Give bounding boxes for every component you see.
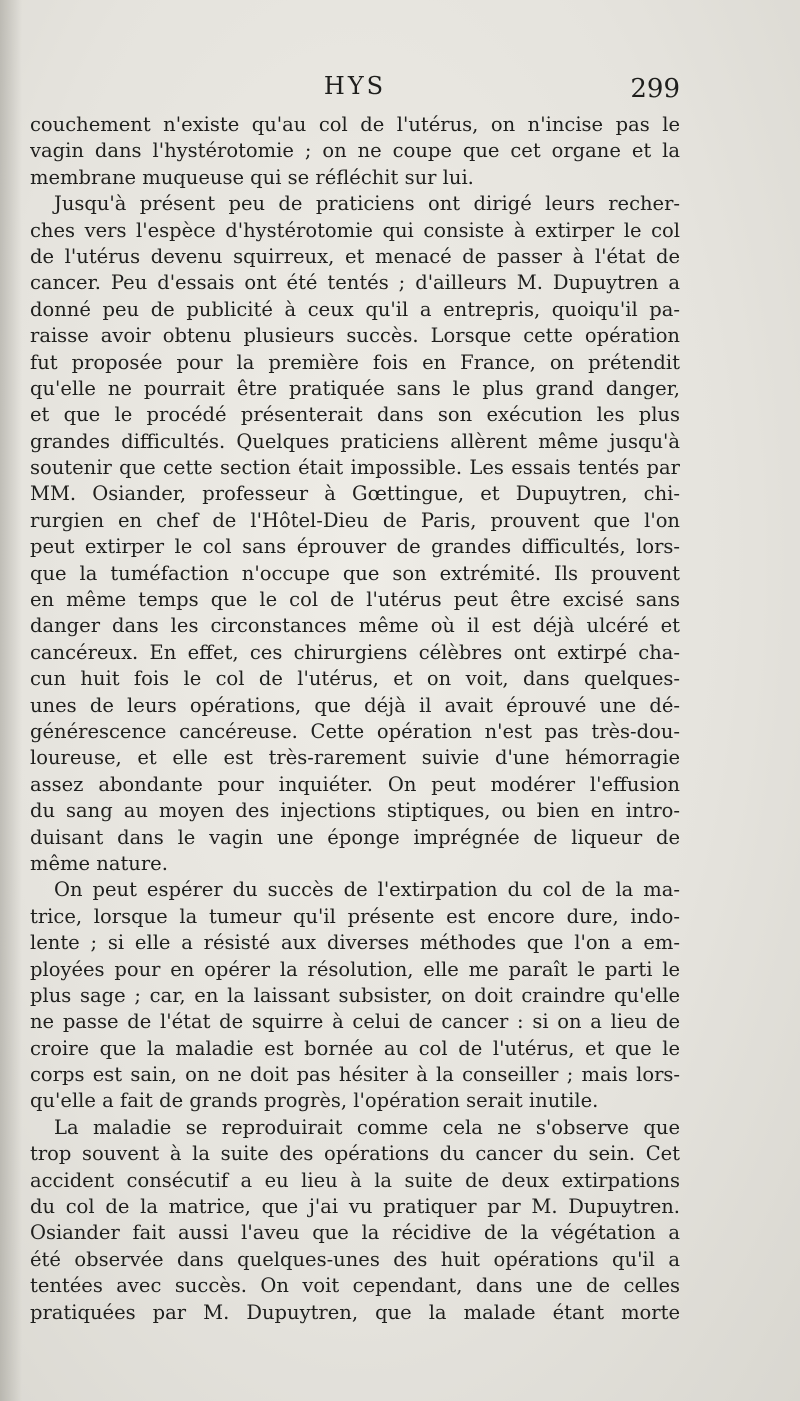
text-line: plus sage ; car, en la laissant subsister, on doit craindre qu'elle: [30, 983, 680, 1007]
text-line: cancéreux. En effet, ces chirurgiens célèbres ont extirpé cha-: [30, 640, 680, 664]
text-line: en même temps que le col de l'utérus peut être excisé sans: [30, 588, 680, 612]
text-line: pratiquées par M. Dupuytren, que la malade étant morte: [30, 1300, 680, 1324]
body-text: [30, 112, 680, 1326]
text-line: accident consécutif a eu lieu à la suite de deux extirpations: [30, 1168, 680, 1192]
text-line: Jusqu'à présent peu de praticiens ont dirigé leurs recher-: [54, 192, 680, 216]
text-line: ployées pour en opérer la résolution, elle me paraît le parti le: [30, 957, 680, 981]
paragraph: [30, 112, 680, 191]
text-line: assez abondante pour inquiéter. On peut modérer l'effusion: [30, 772, 680, 796]
text-line: donné peu de publicité à ceux qu'il a entrepris, quoiqu'il pa-: [30, 297, 680, 321]
page-header: [30, 72, 680, 108]
text-line: loureuse, et elle est très-rarement suivie d'une hémorragie: [30, 746, 680, 770]
page-number: 299: [630, 74, 680, 104]
text-line: de l'utérus devenu squirreux, et menacé de passer à l'état de: [30, 244, 680, 268]
page-gutter-shadow: [0, 0, 22, 1401]
paragraph: [30, 191, 680, 877]
text-line: corps est sain, on ne doit pas hésiter à la conseiller ; mais lors-: [30, 1063, 680, 1087]
text-line: du sang au moyen des injections stiptiques, ou bien en intro-: [30, 799, 680, 823]
paragraph: [30, 1115, 680, 1326]
text-line: trice, lorsque la tumeur qu'il présente est encore dure, indo-: [30, 904, 680, 928]
text-line: que la tuméfaction n'occupe que son extrémité. Ils prouvent: [30, 561, 680, 585]
running-head: HYS: [323, 72, 387, 100]
text-line: soutenir que cette section était impossible. Les essais tentés par: [30, 456, 680, 480]
text-line: été observée dans quelques-unes des huit opérations qu'il a: [30, 1247, 680, 1271]
text-line: générescence cancéreuse. Cette opération n'est pas très-dou-: [30, 719, 680, 743]
text-line: duisant dans le vagin une éponge imprégnée de liqueur de: [30, 825, 680, 849]
text-line: membrane muqueuse qui se réfléchit sur lui.: [30, 165, 474, 189]
text-line: Osiander fait aussi l'aveu que la récidive de la végétation a: [30, 1221, 680, 1245]
text-line: et que le procédé présenterait dans son exécution les plus: [30, 403, 680, 427]
text-line: ches vers l'espèce d'hystérotomie qui consiste à extirper le col: [30, 218, 680, 242]
text-line: fut proposée pour la première fois en France, on prétendit: [30, 350, 680, 374]
text-line: MM. Osiander, professeur à Gœttingue, et Dupuytren, chi-: [30, 482, 680, 506]
text-line: couchement n'existe qu'au col de l'utérus, on n'incise pas le: [30, 113, 680, 136]
text-line: même nature.: [30, 851, 168, 875]
text-line: danger dans les circonstances même où il est déjà ulcéré et: [30, 614, 680, 638]
text-line: vagin dans l'hystérotomie ; on ne coupe que cet organe et la: [30, 139, 680, 163]
text-line: cun huit fois le col de l'utérus, et on voit, dans quelques-: [30, 667, 680, 691]
text-line: grandes difficultés. Quelques praticiens allèrent même jusqu'à: [30, 429, 680, 453]
text-line: La maladie se reproduirait comme cela ne s'observe que: [54, 1115, 680, 1139]
paragraph: [30, 877, 680, 1115]
text-line: tentées avec succès. On voit cependant, dans une de celles: [30, 1274, 680, 1298]
text-line: trop souvent à la suite des opérations du cancer du sein. Cet: [30, 1142, 680, 1166]
text-line: lente ; si elle a résisté aux diverses méthodes que l'on a em-: [30, 931, 680, 955]
text-line: unes de leurs opérations, que déjà il avait éprouvé une dé-: [30, 693, 680, 717]
text-line: ne passe de l'état de squirre à celui de cancer : si on a lieu de: [30, 1010, 680, 1034]
text-line: On peut espérer du succès de l'extirpation du col de la ma-: [54, 878, 680, 902]
text-line: qu'elle a fait de grands progrès, l'opération serait inutile.: [30, 1089, 599, 1113]
text-line: du col de la matrice, que j'ai vu pratiquer par M. Dupuytren.: [30, 1195, 680, 1219]
text-line: cancer. Peu d'essais ont été tentés ; d'ailleurs M. Dupuytren a: [30, 271, 680, 295]
text-line: raisse avoir obtenu plusieurs succès. Lorsque cette opération: [30, 324, 680, 348]
text-line: croire que la maladie est bornée au col de l'utérus, et que le: [30, 1036, 680, 1060]
text-line: rurgien en chef de l'Hôtel-Dieu de Paris, prouvent que l'on: [30, 508, 680, 532]
text-line: qu'elle ne pourrait être pratiquée sans le plus grand danger,: [30, 376, 680, 400]
text-line: peut extirper le col sans éprouver de grandes difficultés, lors-: [30, 535, 680, 559]
